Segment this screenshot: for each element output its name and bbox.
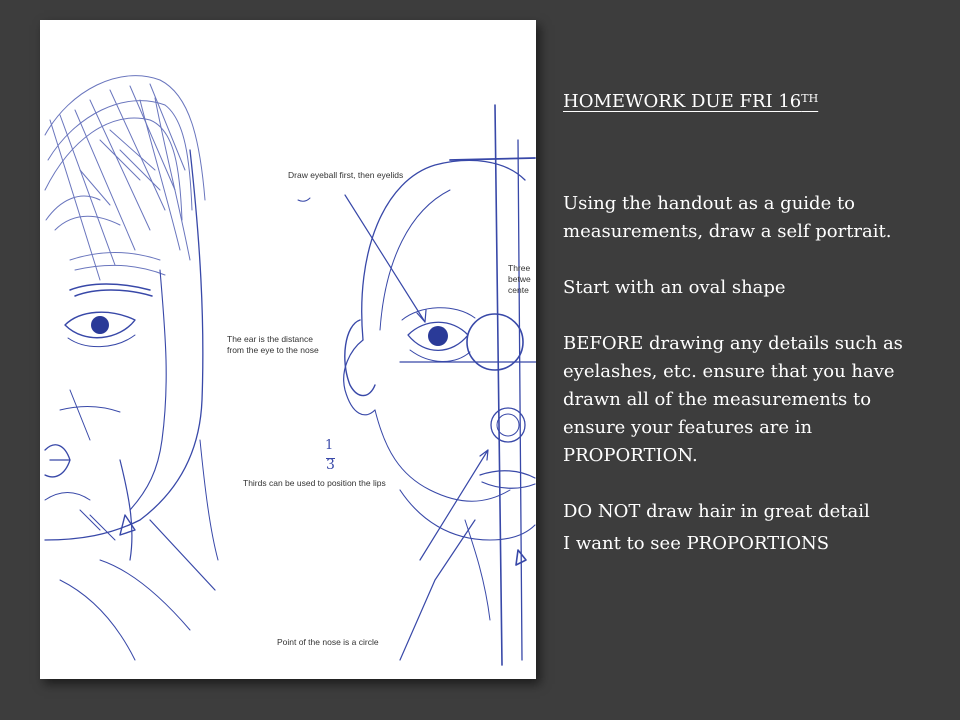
hair-scribble bbox=[45, 76, 205, 280]
instruction-paragraph-5: I want to see PROPORTIONS bbox=[563, 533, 830, 554]
right-lips bbox=[480, 471, 535, 489]
homework-title bbox=[563, 88, 818, 116]
nose-arrow bbox=[420, 450, 488, 560]
handout-sketch-image bbox=[40, 20, 536, 679]
instruction-paragraph-4: DO NOT draw hair in great detail bbox=[563, 501, 870, 522]
homework-title-text: HOMEWORK DUE FRI 16 bbox=[563, 91, 802, 112]
annotation-ear-line1: The ear is the distance bbox=[227, 334, 313, 344]
annotation-nose: Point of the nose is a circle bbox=[277, 637, 379, 647]
instruction-paragraph-3: BEFORE drawing any details such as eyelashes, etc. ensure that you have drawn all of the measurements to ensure your features are in PROPORTION. bbox=[563, 333, 903, 466]
annotation-cut-line3: cente bbox=[508, 285, 529, 295]
homework-title-superscript: TH bbox=[801, 92, 819, 105]
annotation-cut-line2: betwe bbox=[508, 274, 531, 284]
annotation-fraction-top: 1 bbox=[325, 438, 334, 453]
annotation-ear-line2: from the eye to the nose bbox=[227, 345, 319, 355]
left-lips bbox=[45, 445, 70, 477]
annotation-thirds: Thirds can be used to position the lips bbox=[243, 478, 386, 488]
annotation-eyeball: Draw eyeball first, then eyelids bbox=[288, 170, 404, 180]
eyeball-arrow bbox=[345, 195, 425, 322]
annotation-fraction-bottom: 3 bbox=[326, 457, 335, 473]
homework-text-box bbox=[563, 88, 933, 558]
instruction-paragraph-1: Using the handout as a guide to measurements, draw a self portrait. bbox=[563, 193, 892, 242]
annotation-cut-line1: Three bbox=[508, 263, 531, 273]
instruction-paragraph-2: Start with an oval shape bbox=[563, 277, 786, 298]
vertical-guide bbox=[495, 105, 502, 665]
left-eyebrow bbox=[70, 284, 152, 296]
head-outline bbox=[362, 160, 525, 340]
